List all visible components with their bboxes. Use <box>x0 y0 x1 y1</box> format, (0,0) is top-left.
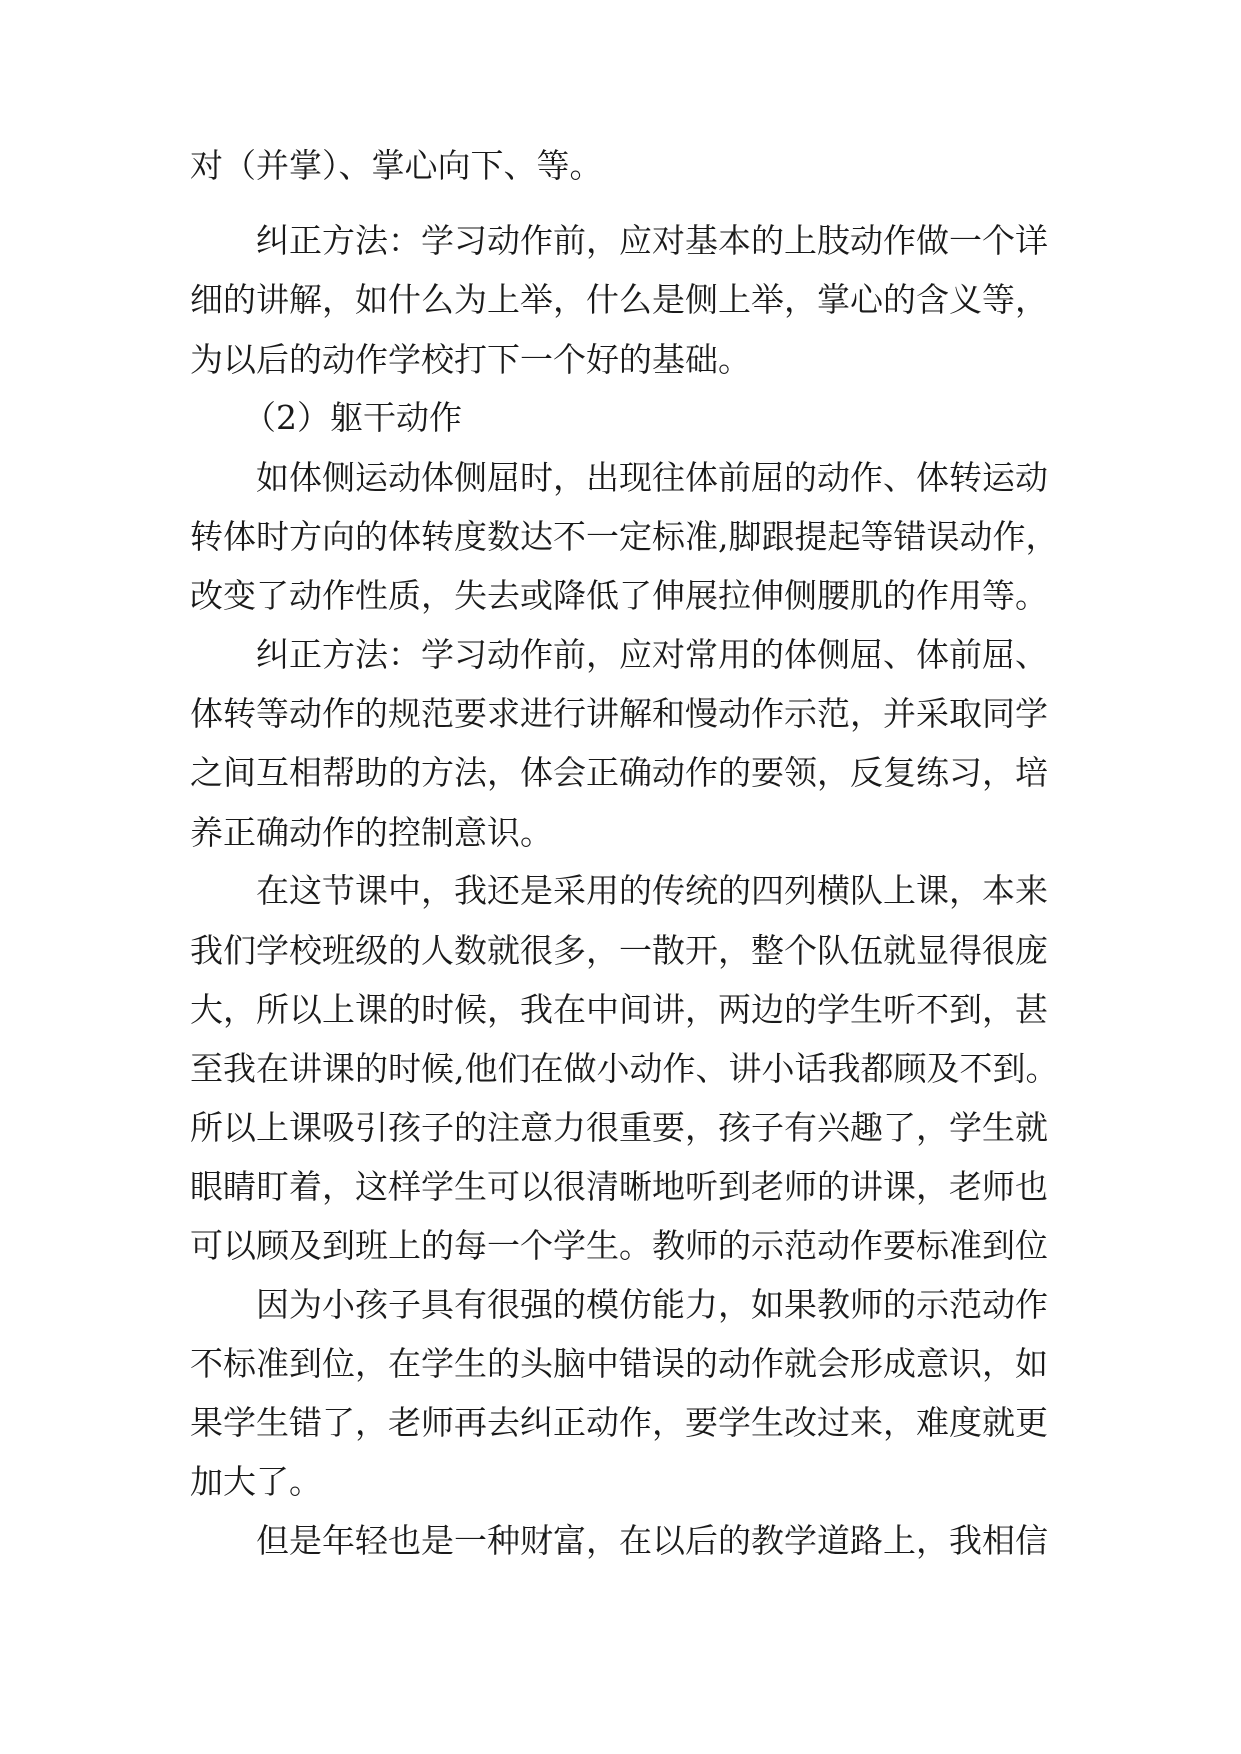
text-line: 因为小孩子具有很强的模仿能力，如果教师的示范动作 <box>256 1285 1048 1324</box>
text-line: 转体时方向的体转度数达不一定标准,脚跟提起等错误动作， <box>190 517 1059 556</box>
text-line: 纠正方法：学习动作前，应对基本的上肢动作做一个详 <box>256 221 1048 260</box>
text-line: 体转等动作的规范要求进行讲解和慢动作示范，并采取同学 <box>190 694 1048 733</box>
text-line: 之间互相帮助的方法，体会正确动作的要领，反复练习，培 <box>190 753 1048 792</box>
text-line: 加大了。 <box>190 1462 322 1501</box>
text-line: 果学生错了，老师再去纠正动作，要学生改过来，难度就更 <box>190 1403 1048 1442</box>
text-line: 眼睛盯着，这样学生可以很清晰地听到老师的讲课，老师也 <box>190 1167 1048 1206</box>
text-line: 改变了动作性质，失去或降低了伸展拉伸侧腰肌的作用等。 <box>190 576 1048 615</box>
text-line: 纠正方法：学习动作前，应对常用的体侧屈、体前屈、 <box>256 635 1048 674</box>
text-line: 细的讲解，如什么为上举，什么是侧上举，掌心的含义等， <box>190 280 1048 319</box>
text-line: 在这节课中，我还是采用的传统的四列横队上课，本来 <box>256 871 1048 910</box>
text-line: 如体侧运动体侧屈时，出现往体前屈的动作、体转运动 <box>256 458 1048 497</box>
text-line: 养正确动作的控制意识。 <box>190 813 553 852</box>
text-line: 可以顾及到班上的每一个学生。教师的示范动作要标准到位 <box>190 1226 1048 1265</box>
text-line: 对（并掌）、掌心向下、等。 <box>190 146 603 185</box>
section-heading: （2）躯干动作 <box>243 398 462 437</box>
text-line: 大，所以上课的时候，我在中间讲，两边的学生听不到，甚 <box>190 990 1048 1029</box>
text-line: 至我在讲课的时候,他们在做小动作、讲小话我都顾及不到。 <box>190 1049 1059 1088</box>
text-line: 不标准到位，在学生的头脑中错误的动作就会形成意识，如 <box>190 1344 1048 1383</box>
text-line: 为以后的动作学校打下一个好的基础。 <box>190 340 751 379</box>
text-line: 但是年轻也是一种财富，在以后的教学道路上，我相信 <box>256 1521 1048 1560</box>
text-line: 我们学校班级的人数就很多，一散开，整个队伍就显得很庞 <box>190 931 1048 970</box>
text-line: 所以上课吸引孩子的注意力很重要，孩子有兴趣了，学生就 <box>190 1108 1048 1147</box>
